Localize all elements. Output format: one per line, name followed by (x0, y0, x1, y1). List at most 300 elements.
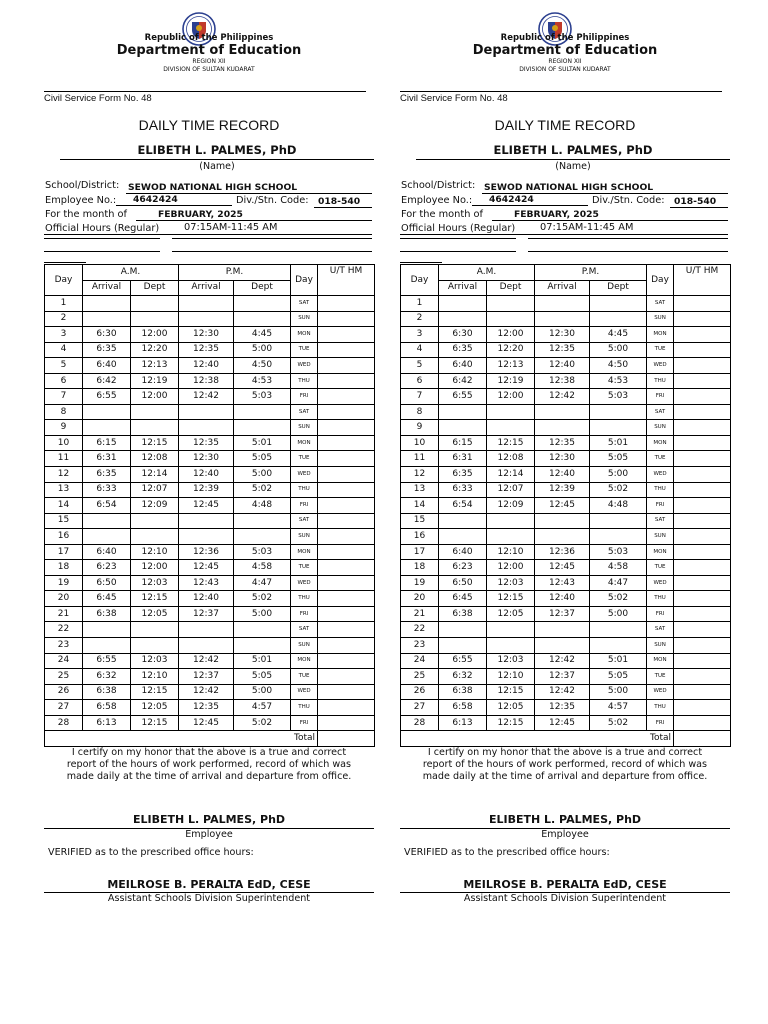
pm-departure-cell (234, 622, 291, 638)
am-arrival-cell: 6:50 (439, 575, 487, 591)
weekday-cell: WED (291, 467, 318, 483)
am-arrival-cell (439, 404, 487, 420)
pm-arrival-cell: 12:37 (179, 669, 234, 685)
am-arrival-cell: 6:38 (439, 684, 487, 700)
table-row (401, 327, 731, 343)
table-row (45, 404, 375, 420)
pm-arrival-cell: 12:42 (179, 653, 234, 669)
month-value: FEBRUARY, 2025 (514, 209, 599, 220)
am-departure-cell: 12:07 (131, 482, 179, 498)
undertime-header: U/T HM (318, 265, 375, 296)
pm-arrival-header: Arrival (535, 280, 590, 296)
verifier-signature-name: MEILROSE B. PERALTA EdD, CESE (463, 878, 667, 891)
month-underline (136, 220, 372, 221)
weekday-cell: SAT (291, 622, 318, 638)
undertime-cell (318, 389, 375, 405)
am-arrival-cell: 6:55 (439, 389, 487, 405)
employee-role: Employee (185, 829, 233, 840)
am-departure-cell: 12:20 (131, 342, 179, 358)
pm-departure-cell: 5:00 (590, 467, 647, 483)
verified-text: VERIFIED as to the prescribed office hours: (48, 847, 254, 858)
certification-line-3: made daily at the time of arrival and departure from office. (422, 771, 708, 782)
day-number: 20 (401, 591, 439, 607)
pm-arrival-cell (535, 404, 590, 420)
am-arrival-cell: 6:40 (83, 544, 131, 560)
weekday-cell: SUN (291, 529, 318, 545)
weekday-cell: FRI (647, 606, 674, 622)
pm-arrival-cell: 12:43 (535, 575, 590, 591)
extra-underline-5 (44, 262, 86, 263)
day-number: 3 (401, 327, 439, 343)
pm-arrival-cell: 12:30 (179, 451, 234, 467)
table-row (45, 684, 375, 700)
undertime-cell (318, 638, 375, 654)
weekday-cell: FRI (291, 606, 318, 622)
undertime-cell (674, 700, 731, 716)
table-row (401, 389, 731, 405)
weekday-header: Day (647, 265, 674, 296)
employee-no-underline (472, 205, 588, 206)
am-arrival-cell: 6:23 (439, 560, 487, 576)
am-departure-cell: 12:15 (131, 435, 179, 451)
day-number: 1 (401, 296, 439, 312)
pm-header: P.M. (179, 265, 291, 281)
table-row (401, 420, 731, 436)
pm-departure-cell (590, 638, 647, 654)
am-departure-cell: 12:10 (487, 544, 535, 560)
total-label: Total (45, 731, 318, 747)
weekday-cell: SUN (291, 638, 318, 654)
undertime-cell (674, 638, 731, 654)
am-departure-cell: 12:00 (487, 560, 535, 576)
employee-no-value: 4642424 (489, 194, 534, 205)
weekday-cell: MON (291, 435, 318, 451)
am-arrival-cell (439, 529, 487, 545)
undertime-cell (674, 498, 731, 514)
certification-text (400, 747, 730, 783)
official-hours-label: Official Hours (Regular) (401, 223, 516, 234)
day-number: 18 (401, 560, 439, 576)
table-row (45, 451, 375, 467)
pm-departure-cell: 5:02 (590, 591, 647, 607)
weekday-cell: SUN (291, 311, 318, 327)
undertime-cell (318, 404, 375, 420)
pm-departure-cell: 5:05 (590, 669, 647, 685)
am-arrival-cell (83, 529, 131, 545)
undertime-cell (674, 622, 731, 638)
undertime-cell (318, 575, 375, 591)
am-arrival-cell: 6:38 (439, 606, 487, 622)
extra-underline-1 (44, 238, 160, 239)
table-row (401, 622, 731, 638)
am-departure-cell (487, 404, 535, 420)
employee-name: ELIBETH L. PALMES, PhD (137, 143, 297, 157)
day-number: 27 (401, 700, 439, 716)
am-departure-cell (487, 311, 535, 327)
pm-departure-cell: 4:48 (234, 498, 291, 514)
extra-underline-4 (172, 251, 372, 252)
table-row (401, 544, 731, 560)
time-record-table (400, 264, 731, 747)
weekday-cell: FRI (647, 498, 674, 514)
pm-arrival-cell: 12:35 (535, 700, 590, 716)
pm-arrival-cell: 12:30 (535, 327, 590, 343)
weekday-cell: FRI (647, 389, 674, 405)
republic-text: Republic of the Philippines (500, 33, 630, 43)
name-label: (Name) (199, 161, 235, 172)
pm-arrival-cell (179, 529, 234, 545)
undertime-cell (674, 606, 731, 622)
total-row (45, 731, 375, 747)
pm-departure-cell: 5:00 (590, 684, 647, 700)
am-arrival-cell: 6:31 (439, 451, 487, 467)
pm-arrival-cell: 12:38 (535, 373, 590, 389)
am-arrival-cell: 6:40 (439, 358, 487, 374)
am-departure-cell: 12:07 (487, 482, 535, 498)
form-number: Civil Service Form No. 48 (44, 93, 152, 104)
pm-arrival-cell: 12:35 (179, 342, 234, 358)
pm-arrival-cell (535, 638, 590, 654)
table-row (401, 451, 731, 467)
table-row (45, 311, 375, 327)
am-arrival-cell: 6:13 (83, 715, 131, 731)
pm-arrival-cell (535, 296, 590, 312)
am-departure-cell: 12:15 (487, 715, 535, 731)
am-arrival-cell: 6:15 (83, 435, 131, 451)
am-arrival-header: Arrival (439, 280, 487, 296)
weekday-cell: SUN (647, 638, 674, 654)
weekday-cell: TUE (291, 669, 318, 685)
weekday-cell: WED (647, 467, 674, 483)
undertime-cell (318, 669, 375, 685)
am-arrival-cell: 6:30 (83, 327, 131, 343)
day-number: 22 (45, 622, 83, 638)
pm-departure-cell: 4:50 (590, 358, 647, 374)
weekday-cell: SAT (647, 622, 674, 638)
weekday-cell: WED (291, 684, 318, 700)
am-arrival-cell: 6:45 (83, 591, 131, 607)
undertime-cell (674, 482, 731, 498)
extra-underline-2 (172, 238, 372, 239)
table-row (45, 700, 375, 716)
am-departure-cell: 12:10 (131, 669, 179, 685)
certification-line-1: I certify on my honor that the above is a true and correct (71, 747, 347, 758)
pm-arrival-cell (535, 420, 590, 436)
am-departure-cell (131, 420, 179, 436)
weekday-cell: SAT (647, 296, 674, 312)
pm-header: P.M. (535, 265, 647, 281)
weekday-cell: THU (291, 373, 318, 389)
employee-signature-name: ELIBETH L. PALMES, PhD (132, 813, 286, 826)
pm-arrival-cell: 12:40 (535, 358, 590, 374)
pm-arrival-cell: 12:35 (535, 435, 590, 451)
am-departure-cell: 12:08 (131, 451, 179, 467)
undertime-cell (674, 529, 731, 545)
day-number: 9 (45, 420, 83, 436)
am-departure-cell: 12:15 (131, 591, 179, 607)
pm-arrival-cell: 12:36 (179, 544, 234, 560)
day-number: 2 (401, 311, 439, 327)
pm-departure-header: Dept (590, 280, 647, 296)
pm-arrival-cell: 12:30 (535, 451, 590, 467)
pm-arrival-cell (179, 420, 234, 436)
weekday-cell: MON (291, 653, 318, 669)
day-number: 16 (401, 529, 439, 545)
am-departure-cell (131, 513, 179, 529)
name-label: (Name) (555, 161, 591, 172)
day-number: 22 (401, 622, 439, 638)
table-row (401, 342, 731, 358)
weekday-cell: WED (291, 358, 318, 374)
day-number: 15 (45, 513, 83, 529)
day-number: 17 (401, 544, 439, 560)
table-row (45, 420, 375, 436)
table-row (401, 638, 731, 654)
am-arrival-cell: 6:30 (439, 327, 487, 343)
pm-arrival-cell: 12:42 (179, 684, 234, 700)
pm-arrival-cell (535, 529, 590, 545)
station-code-value: 018-540 (674, 196, 717, 207)
weekday-cell: SUN (647, 420, 674, 436)
table-row (401, 700, 731, 716)
undertime-cell (674, 373, 731, 389)
undertime-cell (318, 435, 375, 451)
time-record-table (44, 264, 375, 747)
name-underline (416, 159, 730, 160)
weekday-cell: TUE (647, 560, 674, 576)
station-code-underline (314, 207, 372, 208)
table-row (45, 669, 375, 685)
pm-departure-cell: 5:00 (234, 606, 291, 622)
pm-departure-cell: 5:05 (234, 669, 291, 685)
table-row (401, 684, 731, 700)
day-number: 6 (401, 373, 439, 389)
day-number: 8 (45, 404, 83, 420)
pm-departure-cell (234, 513, 291, 529)
undertime-cell (674, 435, 731, 451)
pm-departure-cell (234, 311, 291, 327)
pm-departure-cell: 5:00 (590, 342, 647, 358)
pm-arrival-cell: 12:40 (179, 467, 234, 483)
undertime-cell (674, 311, 731, 327)
pm-departure-cell: 5:03 (590, 389, 647, 405)
day-header: Day (45, 265, 83, 296)
school-value: SEWOD NATIONAL HIGH SCHOOL (128, 182, 298, 193)
pm-arrival-cell: 12:42 (535, 389, 590, 405)
weekday-header: Day (291, 265, 318, 296)
undertime-cell (674, 327, 731, 343)
employee-signature-name: ELIBETH L. PALMES, PhD (488, 813, 642, 826)
am-header: A.M. (83, 265, 179, 281)
hours-underline (400, 234, 728, 235)
form-number: Civil Service Form No. 48 (400, 93, 508, 104)
weekday-cell: SUN (291, 420, 318, 436)
pm-departure-header: Dept (234, 280, 291, 296)
undertime-cell (674, 404, 731, 420)
verifier-signature-name: MEILROSE B. PERALTA EdD, CESE (107, 878, 311, 891)
day-number: 26 (45, 684, 83, 700)
am-departure-cell: 12:15 (131, 715, 179, 731)
name-underline (60, 159, 374, 160)
am-arrival-cell (83, 638, 131, 654)
undertime-cell (318, 311, 375, 327)
am-departure-cell (131, 638, 179, 654)
pm-arrival-cell: 12:40 (179, 358, 234, 374)
day-number: 6 (45, 373, 83, 389)
table-row (45, 606, 375, 622)
table-row (401, 498, 731, 514)
table-row (401, 467, 731, 483)
undertime-cell (674, 544, 731, 560)
am-departure-cell: 12:09 (131, 498, 179, 514)
table-row (45, 622, 375, 638)
undertime-cell (318, 467, 375, 483)
am-arrival-cell (439, 513, 487, 529)
am-departure-cell: 12:05 (131, 700, 179, 716)
undertime-cell (318, 622, 375, 638)
weekday-cell: THU (291, 700, 318, 716)
pm-departure-cell (234, 404, 291, 420)
am-departure-cell (131, 296, 179, 312)
pm-departure-cell: 4:53 (234, 373, 291, 389)
undertime-cell (674, 575, 731, 591)
am-departure-cell: 12:08 (487, 451, 535, 467)
day-number: 20 (45, 591, 83, 607)
weekday-cell: MON (647, 544, 674, 560)
division-text: DIVISION OF SULTAN KUDARAT (163, 66, 255, 73)
pm-arrival-cell (535, 311, 590, 327)
pm-arrival-cell (179, 622, 234, 638)
pm-departure-cell: 5:02 (590, 715, 647, 731)
am-departure-cell (487, 513, 535, 529)
undertime-cell (318, 451, 375, 467)
employee-no-value: 4642424 (133, 194, 178, 205)
day-number: 11 (401, 451, 439, 467)
day-number: 13 (401, 482, 439, 498)
table-row (401, 311, 731, 327)
weekday-cell: TUE (291, 451, 318, 467)
pm-departure-cell: 4:50 (234, 358, 291, 374)
am-departure-cell: 12:03 (131, 575, 179, 591)
am-arrival-cell: 6:32 (83, 669, 131, 685)
undertime-cell (318, 498, 375, 514)
pm-departure-cell (234, 638, 291, 654)
am-arrival-cell: 6:42 (439, 373, 487, 389)
day-number: 25 (45, 669, 83, 685)
day-number: 23 (401, 638, 439, 654)
am-arrival-cell: 6:54 (83, 498, 131, 514)
weekday-cell: TUE (647, 342, 674, 358)
employee-no-label: Employee No.: (401, 195, 473, 206)
undertime-cell (318, 327, 375, 343)
am-departure-cell: 12:03 (131, 653, 179, 669)
am-arrival-cell: 6:23 (83, 560, 131, 576)
pm-departure-cell: 5:01 (234, 435, 291, 451)
day-number: 19 (45, 575, 83, 591)
pm-departure-cell: 5:02 (234, 482, 291, 498)
undertime-header: U/T HM (674, 265, 731, 296)
day-number: 15 (401, 513, 439, 529)
am-departure-cell (487, 622, 535, 638)
pm-departure-cell: 5:01 (234, 653, 291, 669)
table-row (401, 575, 731, 591)
pm-departure-cell: 4:58 (590, 560, 647, 576)
am-arrival-cell: 6:33 (439, 482, 487, 498)
day-number: 9 (401, 420, 439, 436)
pm-arrival-cell (179, 296, 234, 312)
pm-arrival-cell: 12:40 (535, 591, 590, 607)
table-row (45, 575, 375, 591)
am-arrival-cell: 6:58 (83, 700, 131, 716)
extra-underline-3 (400, 251, 516, 252)
employee-no-underline (116, 205, 232, 206)
pm-arrival-cell: 12:45 (179, 498, 234, 514)
table-row (45, 327, 375, 343)
am-arrival-cell: 6:54 (439, 498, 487, 514)
day-number: 5 (45, 358, 83, 374)
day-number: 19 (401, 575, 439, 591)
am-departure-cell: 12:05 (487, 700, 535, 716)
undertime-cell (318, 342, 375, 358)
am-departure-cell: 12:00 (131, 327, 179, 343)
pm-departure-cell: 4:47 (234, 575, 291, 591)
table-row (401, 404, 731, 420)
school-value: SEWOD NATIONAL HIGH SCHOOL (484, 182, 654, 193)
pm-arrival-cell (179, 404, 234, 420)
weekday-cell: WED (647, 358, 674, 374)
am-arrival-cell: 6:40 (439, 544, 487, 560)
day-number: 28 (401, 715, 439, 731)
am-arrival-header: Arrival (83, 280, 131, 296)
employee-name: ELIBETH L. PALMES, PhD (493, 143, 653, 157)
am-header: A.M. (439, 265, 535, 281)
pm-departure-cell: 4:58 (234, 560, 291, 576)
day-number: 26 (401, 684, 439, 700)
day-number: 21 (401, 606, 439, 622)
am-arrival-cell (439, 622, 487, 638)
pm-arrival-cell: 12:42 (179, 389, 234, 405)
certification-line-3: made daily at the time of arrival and departure from office. (66, 771, 352, 782)
am-arrival-cell (439, 311, 487, 327)
pm-departure-cell (590, 529, 647, 545)
region-text: REGION XII (548, 58, 582, 65)
day-number: 4 (401, 342, 439, 358)
page-title: DAILY TIME RECORD (494, 117, 636, 133)
table-row (45, 560, 375, 576)
total-row (401, 731, 731, 747)
pm-departure-cell: 5:01 (590, 653, 647, 669)
day-number: 21 (45, 606, 83, 622)
pm-departure-cell: 5:02 (590, 482, 647, 498)
table-row (401, 296, 731, 312)
table-row (401, 373, 731, 389)
am-arrival-cell: 6:38 (83, 684, 131, 700)
table-row (45, 467, 375, 483)
pm-departure-cell: 5:00 (234, 684, 291, 700)
am-departure-cell: 12:09 (487, 498, 535, 514)
total-value (674, 731, 731, 747)
pm-departure-cell: 5:02 (234, 591, 291, 607)
weekday-cell: MON (647, 435, 674, 451)
extra-underline-1 (400, 238, 516, 239)
day-header: Day (401, 265, 439, 296)
pm-arrival-cell: 12:39 (179, 482, 234, 498)
weekday-cell: MON (291, 544, 318, 560)
pm-departure-cell: 5:03 (590, 544, 647, 560)
weekday-cell: SAT (291, 296, 318, 312)
pm-arrival-cell: 12:35 (535, 342, 590, 358)
weekday-cell: THU (291, 591, 318, 607)
